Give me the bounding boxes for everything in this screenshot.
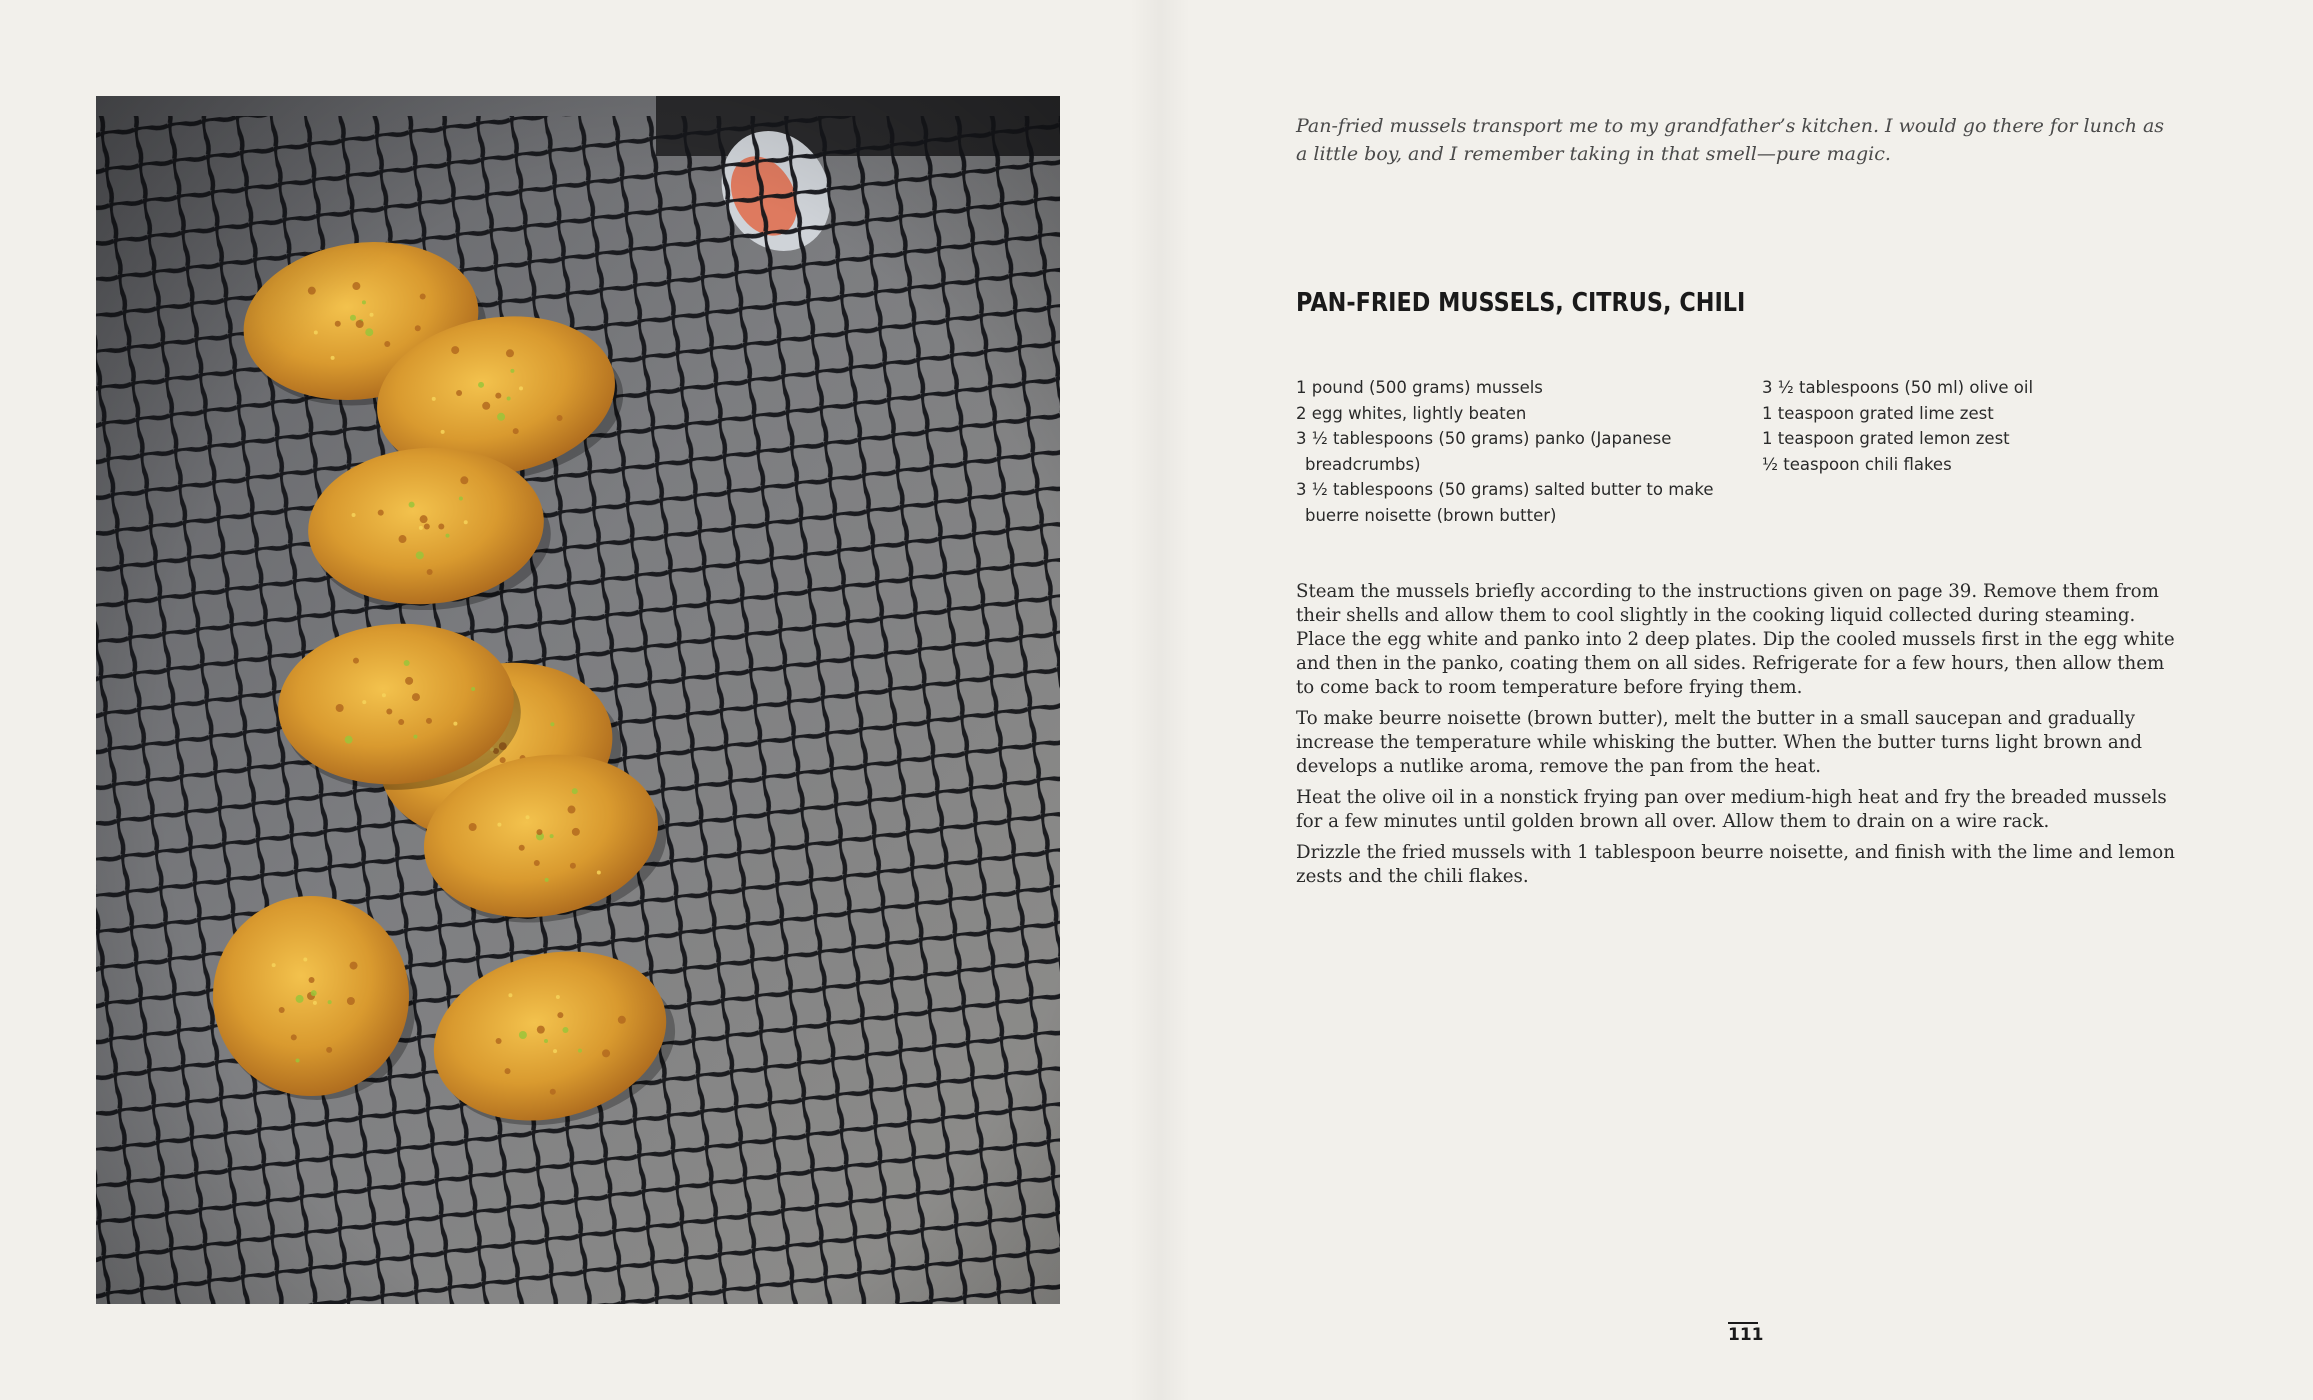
ingredient-item: 1 teaspoon grated lemon zest: [1762, 429, 2010, 448]
method-steps: [1296, 580, 2186, 896]
method-paragraph: To make beurre noisette (brown butter), melt the butter in a small saucepan and gradually increase the temperature while whisking the butter. When the butter turns light brown and develops a nutlike aroma, remove the pan from the heat.: [1296, 708, 2143, 777]
intro-quote: Pan-fried mussels transport me to my grandfather’s kitchen. I would go there for lunch as a little boy, and I remember taking in that smell—pure magic.: [1296, 115, 2165, 165]
fried-mussels-illustration: [96, 96, 1060, 1304]
ingredient-item: 3 ½ tablespoons (50 ml) olive oil: [1762, 378, 2034, 397]
method-paragraph: Drizzle the fried mussels with 1 tablespoon beurre noisette, and finish with the lime and lemon zests and the chili flakes.: [1296, 842, 2175, 887]
recipe-photo: [96, 96, 1060, 1304]
ingredient-column-right: [1762, 375, 2182, 477]
method-paragraph: Steam the mussels briefly according to the instructions given on page 39. Remove them from their shells and allow them to cool slightly in the cooking liquid collected during steaming. Place the egg white and panko into 2 deep plates. Dip the cooled mussels first in the egg white and then in the panko, coating them on all sides. Refrigerate for a few hours, then allow them to come back to room temperature before frying them.: [1296, 581, 2175, 698]
ingredient-list: [1296, 375, 2256, 525]
ingredient-item: ½ teaspoon chili flakes: [1762, 454, 1952, 474]
page-number: 111: [1728, 1322, 1758, 1345]
ingredient-item: 3 ½ tablespoons (50 grams) salted butter to make buerre noisette (brown butter): [1296, 480, 1714, 525]
ingredient-item: 1 pound (500 grams) mussels: [1296, 378, 1543, 397]
ingredient-item: 2 egg whites, lightly beaten: [1296, 403, 1527, 423]
book-gutter: [1130, 0, 1190, 1400]
ingredient-column-left: [1296, 375, 1756, 528]
recipe-title: PAN-FRIED MUSSELS, CITRUS, CHILI: [1296, 288, 1746, 318]
ingredient-item: 3 ½ tablespoons (50 grams) panko (Japanese breadcrumbs): [1296, 429, 1672, 474]
method-paragraph: Heat the olive oil in a nonstick frying pan over medium-high heat and fry the breaded mussels for a few minutes until golden brown all over. Allow them to drain on a wire rack.: [1296, 787, 2167, 832]
ingredient-item: 1 teaspoon grated lime zest: [1762, 403, 1994, 423]
